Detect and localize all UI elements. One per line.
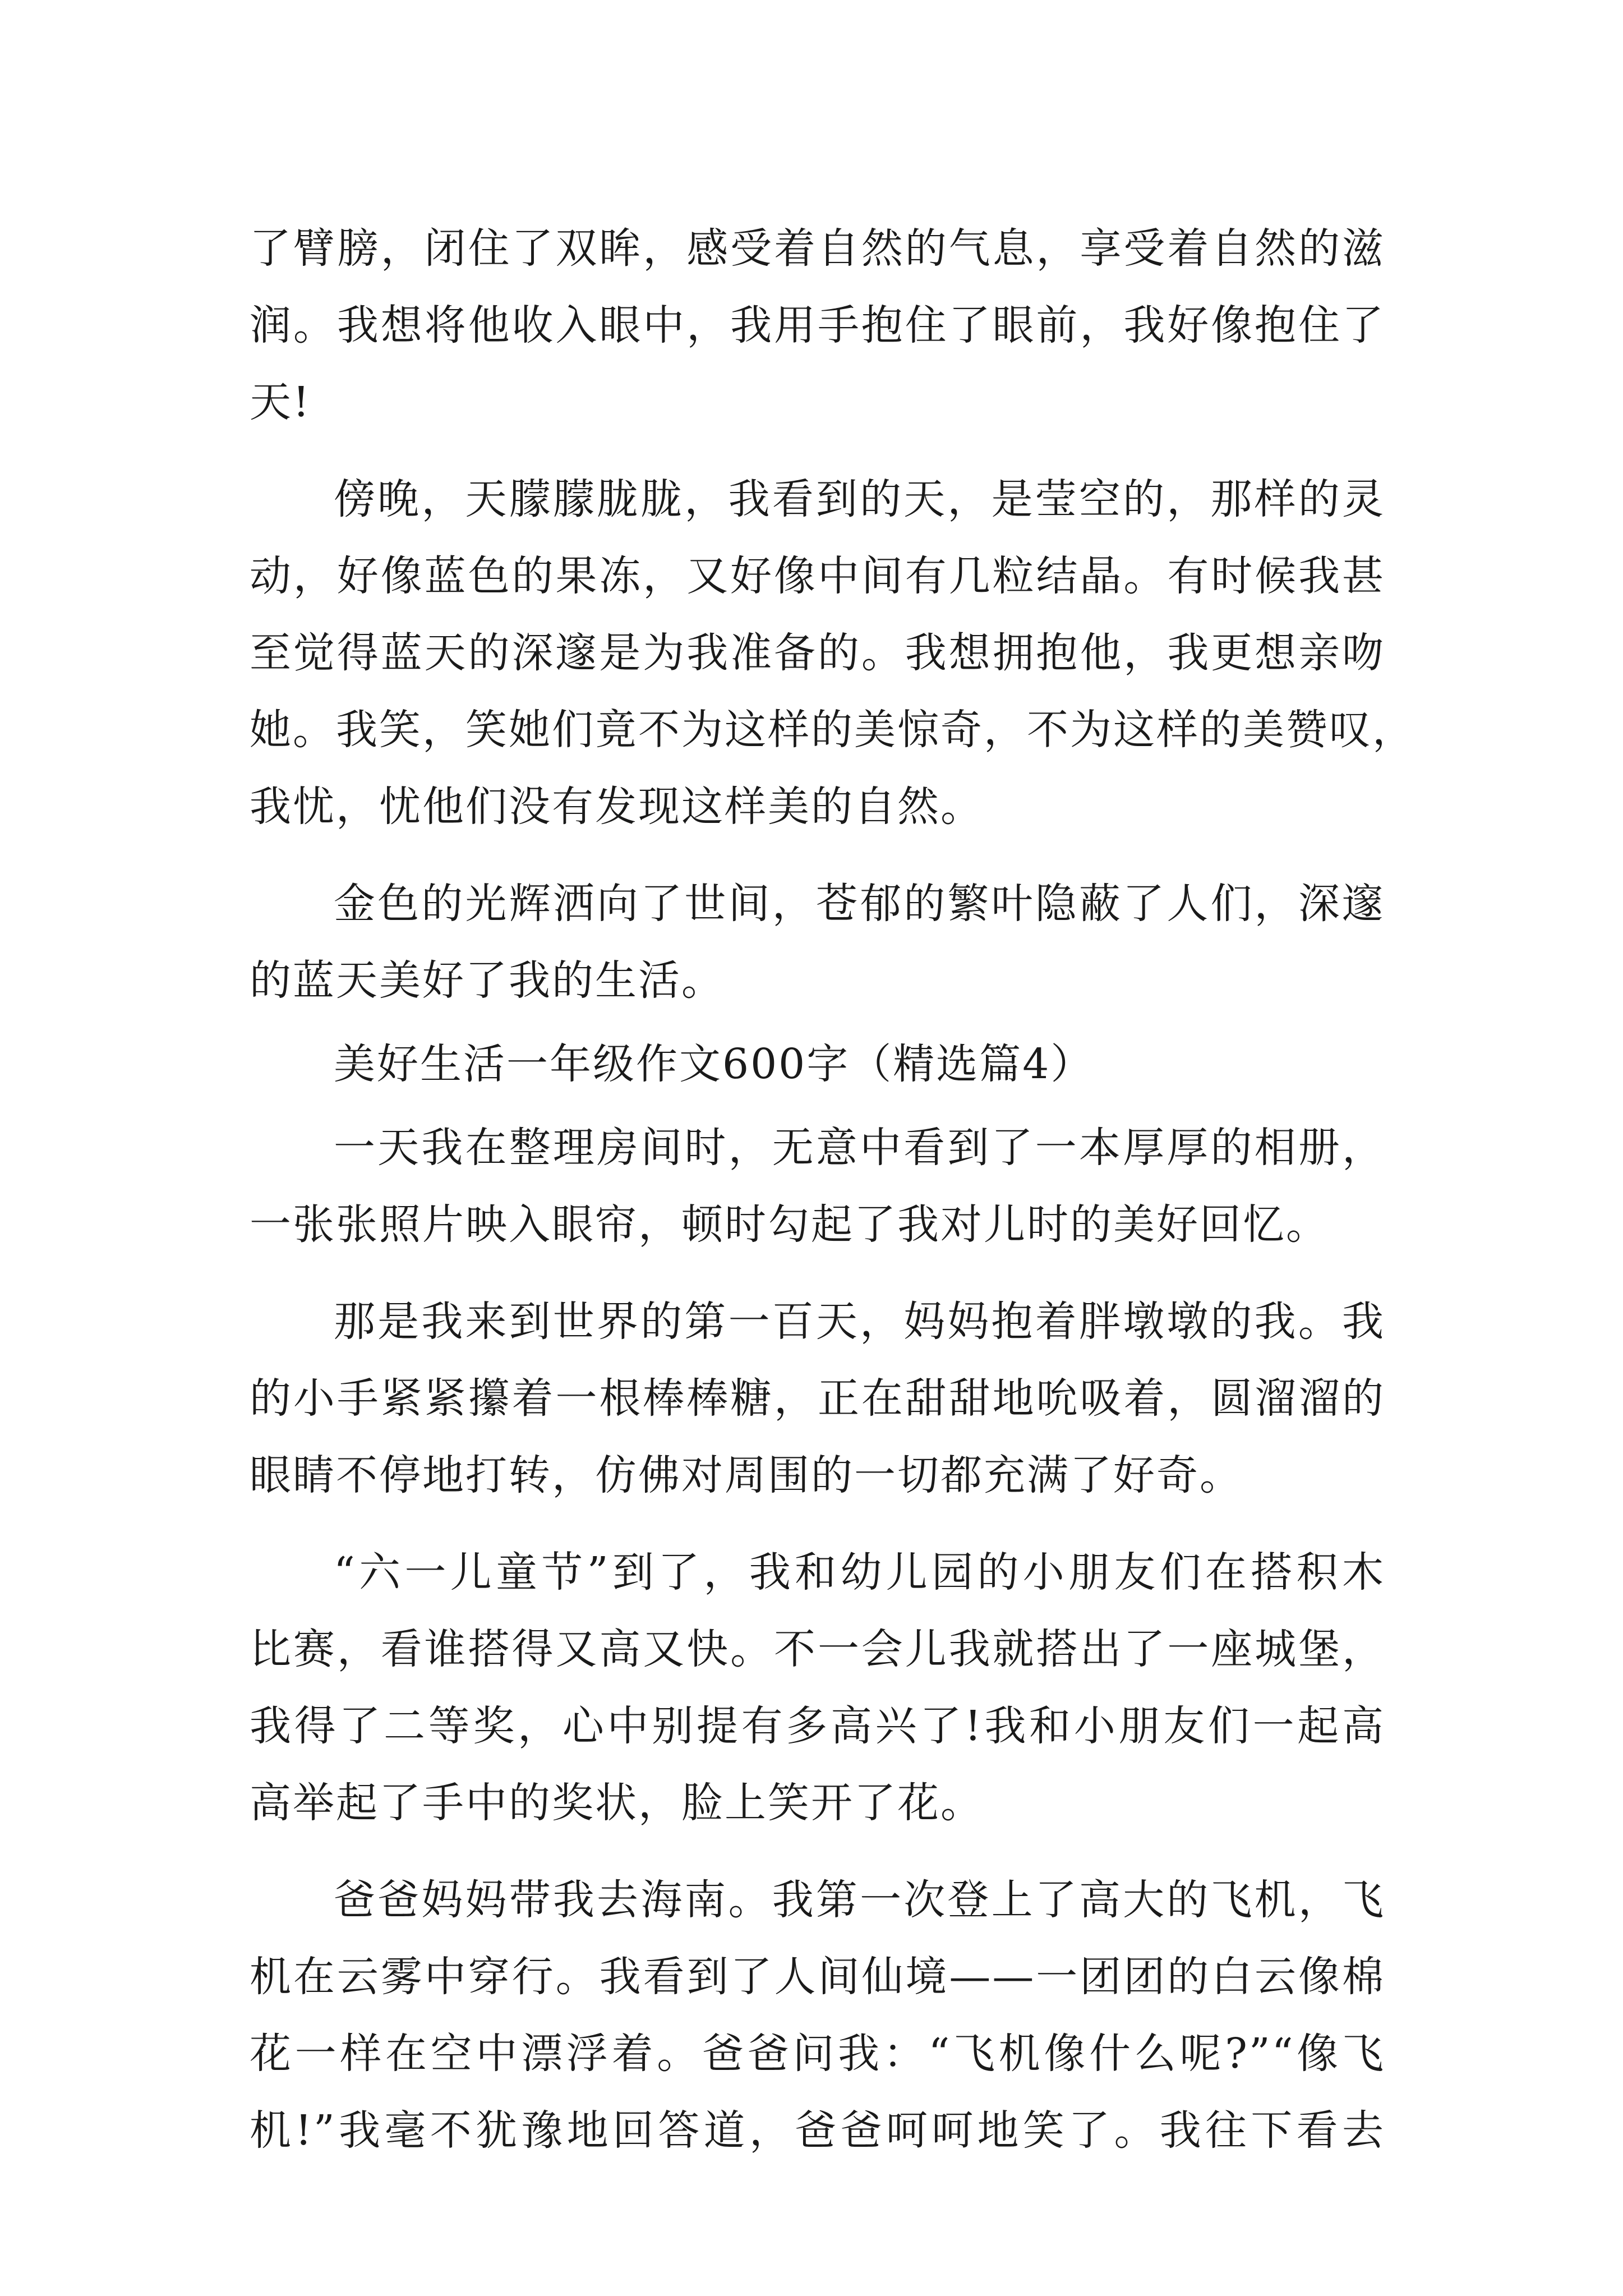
text-line: 机!”我毫不犹豫地回答道，爸爸呵呵地笑了。我往下看去 bbox=[250, 2106, 1385, 2155]
text-line: 我忧，忧他们没有发现这样美的自然。 bbox=[250, 783, 984, 831]
text-line: 润。我想将他收入眼中，我用手抱住了眼前，我好像抱住了 bbox=[250, 301, 1385, 349]
paragraph-gap bbox=[250, 1263, 1385, 1283]
paragraph-5 bbox=[250, 1283, 1385, 1514]
paragraph-gap bbox=[250, 845, 1385, 866]
text-line: 天! bbox=[250, 378, 311, 426]
paragraph-6 bbox=[250, 1534, 1385, 1842]
text-line: 一张张照片映入眼帘，顿时勾起了我对儿时的美好回忆。 bbox=[250, 1200, 1329, 1249]
text-line: 至觉得蓝天的深邃是为我准备的。我想拥抱他，我更想亲吻 bbox=[250, 629, 1385, 677]
text-line: 眼睛不停地打转，仿佛对周围的一切都充满了好奇。 bbox=[250, 1451, 1243, 1499]
text-line: 花一样在空中漂浮着。爸爸问我：“飞机像什么呢?”“像飞 bbox=[250, 2030, 1385, 2078]
paragraph-3 bbox=[250, 866, 1385, 1019]
text-line: 比赛，看谁搭得又高又快。不一会儿我就搭出了一座城堡， bbox=[250, 1625, 1385, 1673]
paragraph-gap bbox=[250, 1019, 1385, 1026]
text-line: 一天我在整理房间时，无意中看到了一本厚厚的相册， bbox=[334, 1124, 1385, 1172]
text-line: 高举起了手中的奖状，脸上笑开了花。 bbox=[250, 1779, 984, 1827]
paragraph-2 bbox=[250, 461, 1415, 845]
paragraph-gap bbox=[250, 1514, 1385, 1534]
text-line: 的小手紧紧攥着一根棒棒糖，正在甜甜地吮吸着，圆溜溜的 bbox=[250, 1374, 1385, 1423]
paragraph-7 bbox=[250, 1862, 1385, 2169]
paragraph-1 bbox=[250, 210, 1385, 441]
text-line: 的蓝天美好了我的生活。 bbox=[250, 956, 725, 1005]
text-line: “六一儿童节”到了，我和幼儿园的小朋友们在搭积木 bbox=[334, 1548, 1385, 1596]
text-line: 那是我来到世界的第一百天，妈妈抱着胖墩墩的我。我 bbox=[334, 1297, 1385, 1346]
text-line: 傍晚，天朦朦胧胧，我看到的天，是莹空的，那样的灵 bbox=[334, 475, 1385, 523]
text-line: 爸爸妈妈带我去海南。我第一次登上了高大的飞机，飞 bbox=[334, 1876, 1385, 1924]
section-heading bbox=[250, 1026, 1385, 1103]
paragraph-gap bbox=[250, 1842, 1385, 1862]
paragraph-4 bbox=[250, 1110, 1385, 1263]
text-line: 机在云雾中穿行。我看到了人间仙境——一团团的白云像棉 bbox=[250, 1953, 1385, 2001]
text-line: 我得了二等奖，心中别提有多高兴了!我和小朋友们一起高 bbox=[250, 1702, 1385, 1750]
paragraph-gap bbox=[250, 1103, 1385, 1110]
section-title: 美好生活一年级作文600字（精选篇4） bbox=[334, 1040, 1094, 1088]
text-line: 动，好像蓝色的果冻，又好像中间有几粒结晶。有时候我甚 bbox=[250, 552, 1385, 600]
paragraph-gap bbox=[250, 441, 1385, 461]
text-line: 她。我笑，笑她们竟不为这样的美惊奇，不为这样的美赞叹， bbox=[250, 706, 1415, 754]
text-line: 了臂膀，闭住了双眸，感受着自然的气息，享受着自然的滋 bbox=[250, 224, 1385, 273]
essay-body bbox=[250, 210, 1415, 2169]
text-line: 金色的光辉洒向了世间，苍郁的繁叶隐蔽了人们，深邃 bbox=[334, 880, 1385, 928]
